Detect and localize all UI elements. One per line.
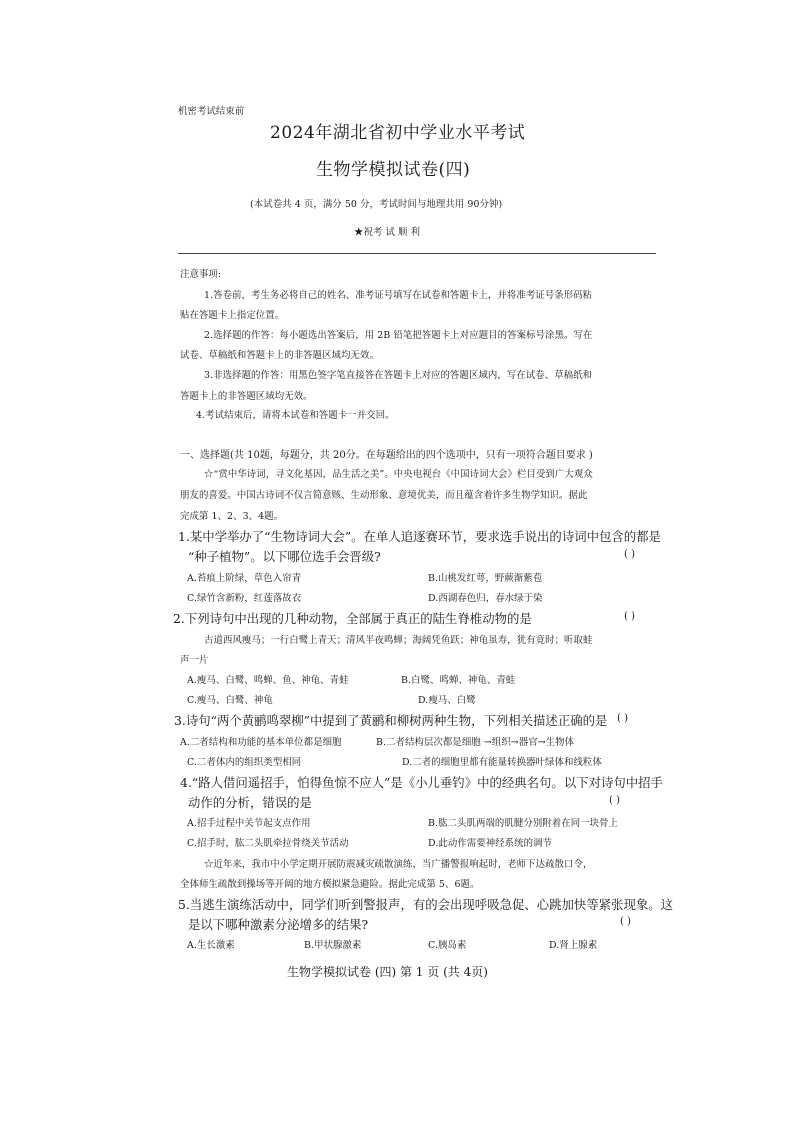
question-2-stem: 2.下列诗句中出现的几种动物，全部属于真正的陆生脊椎动物的是 — [173, 611, 532, 626]
note-1-line1: 1.答卷前，考生务必将自己的姓名、准考证号填写在试卷和答题卡上，并将准考证号条形码粘 — [204, 290, 593, 301]
note-3-line1: 3.非选择题的作答：用黑色签字笔直接答在答题卡上对应的答题区域内，写在试卷、草稿纸和 — [204, 370, 593, 381]
question-2-option-a: A.瘦马、白鹭、鸣蝉、鱼、神龟、青蛙 — [187, 675, 349, 686]
question-3-option-a: A.二者结构和功能的基本单位都是细胞 — [180, 737, 342, 748]
question-5-stem: 5.当逃生演练活动中，同学们听到警报声，有的会出现呼吸急促、心跳加快等紧张现象。这 — [178, 897, 674, 912]
question-5-answer-bracket: ( ) — [620, 916, 631, 927]
question-5-option-b: B.甲状腺激素 — [304, 940, 362, 951]
question-3-option-c: C.二者体内的组织类型相同 — [187, 757, 302, 768]
question-4-stem: 4.“路人借问遥招手，怕得鱼惊不应人”是《小儿垂钓》中的经典名句。以下对诗句中招手 — [180, 775, 663, 790]
question-3-answer-bracket: ( ) — [617, 713, 628, 724]
note-1-line2: 贴在答题卡上指定位置。 — [180, 310, 285, 321]
question-5-option-c: C.胰岛素 — [428, 940, 467, 951]
question-3-option-b: B.二者结构层次都是细胞 →组织→器官→生物体 — [376, 737, 575, 748]
question-1-option-d: D.西湖春色归，春水绿于染 — [428, 593, 543, 604]
question-5-option-a: A.生长激素 — [187, 940, 235, 951]
question-1-option-c: C.绿竹含新粉，红莲落故衣 — [187, 593, 302, 604]
question-2-option-d: D.瘦马、白鹭 — [418, 695, 476, 706]
paper-title: 生物学模拟试卷(四) — [316, 160, 471, 180]
question-1-option-b: B.山桃发红萼，野蕨渐紫苞 — [428, 573, 543, 584]
question-3-stem: 3.诗句“两个黄鹂鸣翠柳”中提到了黄鹂和柳树两种生物，下列相关描述正确的是 — [174, 713, 608, 728]
section-heading: 一、选择题(共 10题，每题分，共 20分。在每题给出的四个选项中，只有一项符合题目要求 ) — [180, 450, 593, 461]
section-intro-line3: 完成第 1、2、3、4题。 — [180, 511, 284, 522]
header-divider — [178, 253, 656, 254]
wish-text: ★祝考 试 顺 利 — [354, 227, 421, 238]
section-intro-line1: ☆“赏中华诗词，寻文化基因，品生活之美”。中央电视台《中国诗词大会》栏目受到广大观众 — [204, 469, 593, 480]
question-4-stem-line2: 动作的分析，错误的是 — [188, 795, 312, 810]
note-3-line2: 答题卡上的非答题区域均无效。 — [180, 391, 313, 402]
question-5-stem-line2: 是以下哪种激素分泌增多的结果? — [188, 917, 369, 932]
exam-title: 2024年湖北省初中学业水平考试 — [270, 123, 526, 143]
section-intro-line2: 朋友的喜爱。中国古诗词不仅言简意赅、生动形象、意境优美，而且蕴含着许多生物学知识。据此 — [180, 490, 588, 501]
question-3-option-d: D.二者的细胞里都有能量转换器叶绿体和线粒体 — [402, 757, 602, 768]
secret-mark: 机密考试结束前 — [178, 106, 245, 117]
question-2-option-b: B.白鹭、鸣蝉、神龟、青蛙 — [401, 675, 516, 686]
note-4: 4.考试结束后，请将本试卷和答题卡一并交回。 — [196, 410, 395, 421]
notes-heading: 注意事项: — [180, 269, 222, 280]
note-2-line1: 2.选择题的作答：每小题选出答案后，用 2B 铅笔把答题卡上对应题目的答案标号涂黑。写在 — [204, 330, 593, 341]
question-4-answer-bracket: ( ) — [609, 795, 620, 806]
question-2-answer-bracket: ( ) — [624, 611, 635, 622]
scenario-intro-line1: ☆近年来，我市中小学定期开展防震减灾疏散演练，当广播警报响起时，老师下达疏散口令， — [204, 859, 593, 870]
question-4-option-d: D.此动作需要神经系统的调节 — [428, 838, 553, 849]
page-footer: 生物学模拟试卷 (四) 第 1 页 (共 4页) — [287, 965, 488, 979]
question-4-option-c: C.招手时，肱二头肌牵拉骨绕关节活动 — [187, 838, 349, 849]
question-4-option-b: B.肱二头肌两端的肌腱分别附着在同一块骨上 — [428, 818, 619, 829]
note-2-line2: 试卷、草稿纸和答题卡上的非答题区域均无效。 — [180, 350, 379, 361]
question-1-stem: 1.某中学举办了“生物诗词大会”。在单人追逐赛环节，要求选手说出的诗词中包含的都是 — [178, 529, 661, 544]
scenario-intro-line2: 全体师生疏散到操场等开阔的地方模拟紧急避险。据此完成第 5、6题。 — [180, 879, 480, 890]
question-4-option-a: A.招手过程中关节起支点作用 — [187, 818, 311, 829]
question-1-option-a: A.苔痕上阶绿，草色入帘青 — [187, 573, 302, 584]
question-1-stem-line2: “种子植物”。以下哪位选手会晋级? — [188, 549, 381, 564]
question-2-option-c: C.瘦马、白鹭、神龟 — [187, 695, 273, 706]
question-2-poem-line1: 古道西风瘦马；一行白鹭上青天；清风半夜鸣蝉；海阔凭鱼跃；神龟虽寿，犹有竟时；听取蛙 — [204, 635, 593, 646]
question-1-answer-bracket: ( ) — [624, 549, 635, 560]
question-2-poem-line2: 声一片 — [180, 655, 209, 666]
question-5-option-d: D.肾上腺素 — [549, 940, 598, 951]
paper-info: (本试卷共 4 页，满分 50 分，考试时间与地理共用 90分钟) — [250, 199, 503, 210]
